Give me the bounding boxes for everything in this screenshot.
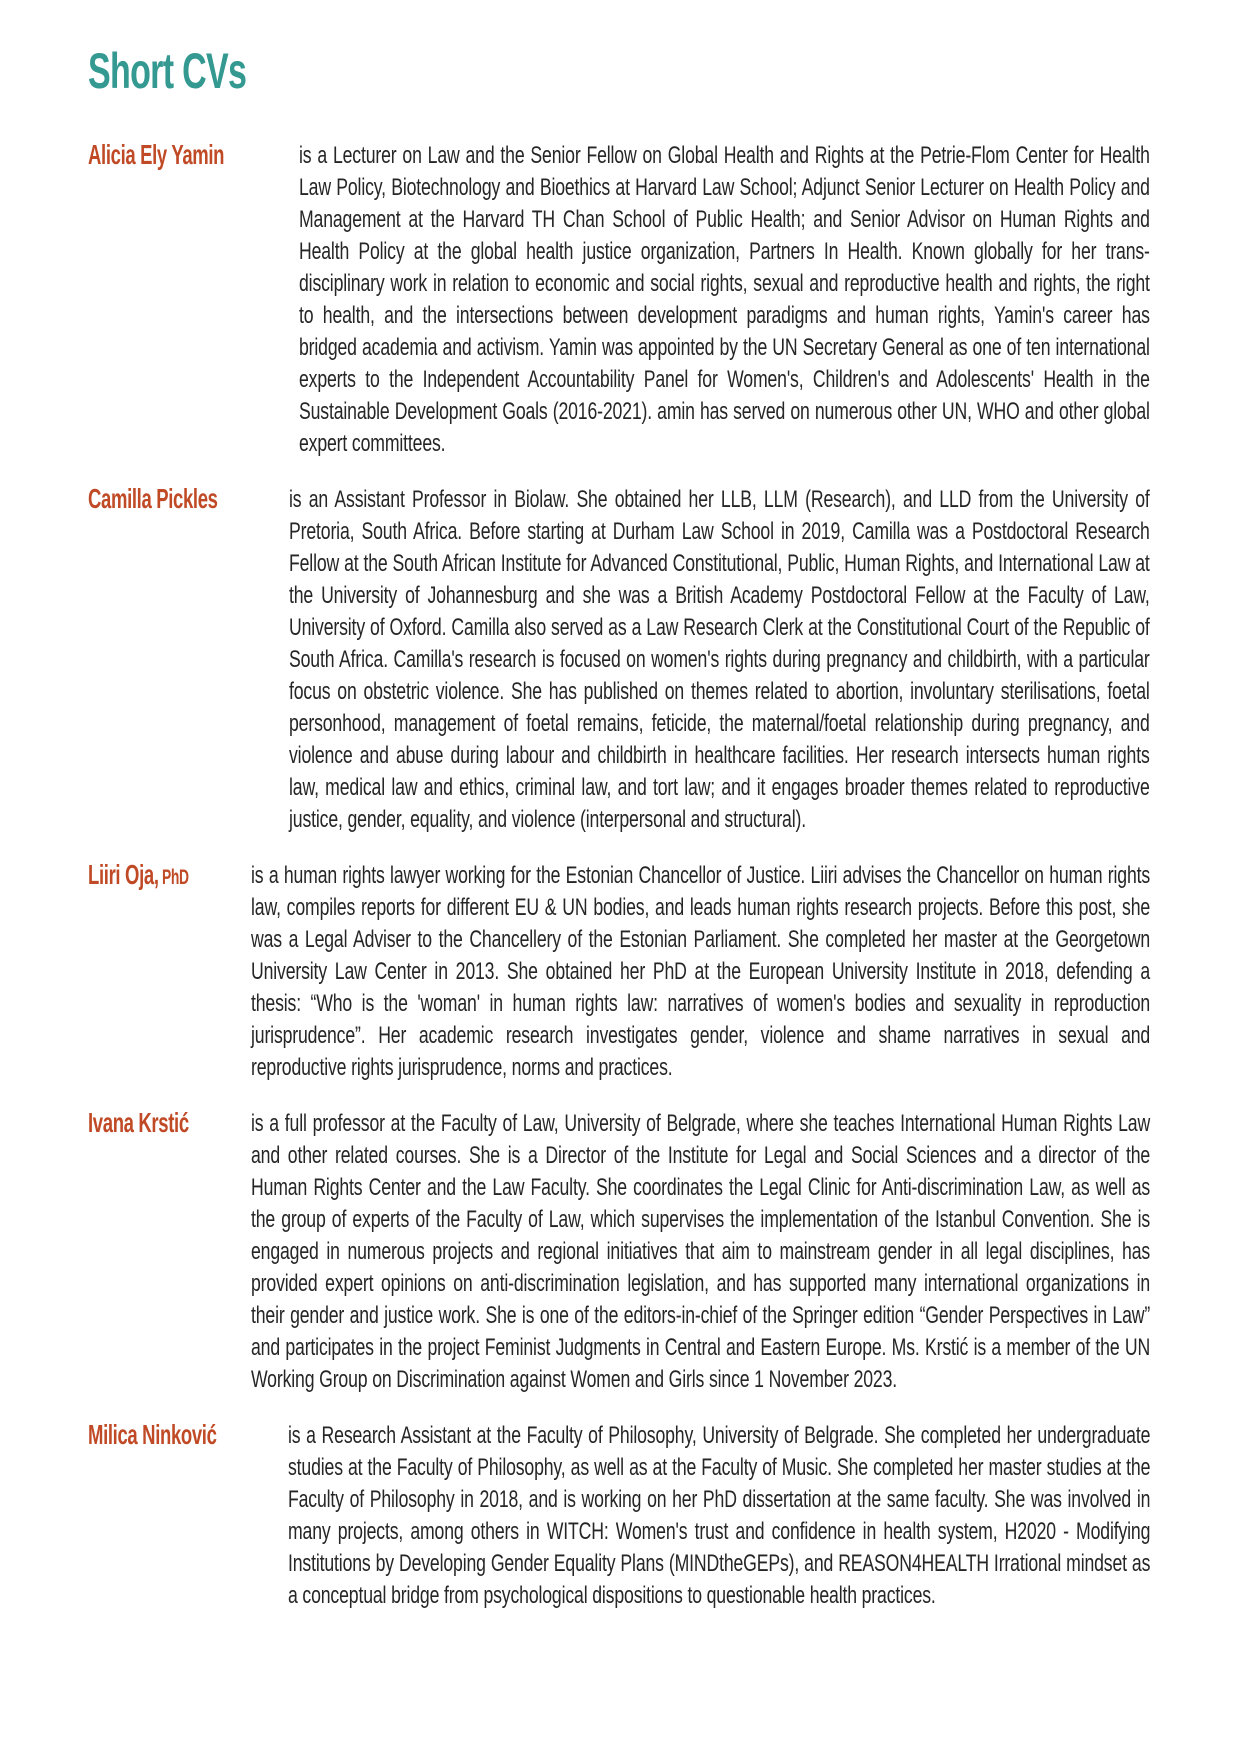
person-name-cell (88, 1107, 251, 1395)
person-name-suffix: PhD (161, 866, 189, 889)
cv-entry-liiri-oja (88, 860, 1150, 1084)
person-bio: is a Lecturer on Law and the Senior Fellow on Global Health and Rights at the Petrie-Flom Center for Health Law Policy, Biotechnology and Bioethics at Harvard Law School; Adjunct Senior Lecturer on Health Policy and Management at the Harvard TH Chan School of Public Health; and Senior Advisor on Human Rights and Health Policy at the global health justice organization, Partners In Health. Known globally for her trans-disciplinary work in relation to economic and social rights, sexual and reproductive health and rights, the right to health, and the intersections between development paradigms and human rights, Yamin's career has bridged academia and activism. Yamin was appointed by the UN Secretary General as one of ten international experts to the Independent Accountability Panel for Women's, Children's and Adolescents' Health in the Sustainable Development Goals (2016-2021). amin has served on numerous other UN, WHO and other global expert committees. (299, 142, 1151, 457)
cv-entry-ivana-krstic (88, 1108, 1150, 1396)
person-name: Alicia Ely Yamin (88, 139, 225, 170)
person-bio: is a Research Assistant at the Faculty of Philosophy, University of Belgrade. She completed her undergraduate studies at the Faculty of Philosophy, as well as at the Faculty of Music. She completed her master studies at the Faculty of Philosophy in 2018, and is working on her PhD dissertation at the same faculty. She was involved in many projects, among others in WITCH: Women's trust and confidence in health system, H2020 - Modifying Institutions by Developing Gender Equality Plans (MINDtheGEPs), and REASON4HEALTH Irrational mindset as a conceptual bridge from psychological dispositions to questionable health practices. (287, 1422, 1151, 1609)
person-bio: is an Assistant Professor in Biolaw. She obtained her LLB, LLM (Research), and LLD from the University of Pretoria, South Africa. Before starting at Durham Law School in 2019, Camilla was a Postdoctoral Research Fellow at the South African Institute for Advanced Constitutional, Public, Human Rights, and International Law at the University of Johannesburg and she was a British Academy Postdoctoral Fellow at the Faculty of Law, University of Oxford. Camilla also served as a Law Research Clerk at the Constitutional Court of the Republic of South Africa. Camilla's research is focused on women's rights during pregnancy and childbirth, with a particular focus on obstetric violence. She has published on themes related to abortion, involuntary sterilisations, foetal personhood, management of foetal remains, feticide, the maternal/foetal relationship during pregnancy, and violence and abuse during labour and childbirth in healthcare facilities. Her research intersects human rights law, medical law and ethics, criminal law, and tort law; and it engages broader themes related to reproductive justice, gender, equality, and violence (interpersonal and structural). (289, 486, 1151, 833)
person-bio-cell (288, 1420, 1150, 1612)
person-name-cell (88, 483, 289, 835)
cv-entry-camilla-pickles (88, 484, 1150, 836)
person-name: Milica Ninković (88, 1419, 217, 1450)
person-name-cell (88, 859, 251, 1083)
person-bio-cell (251, 860, 1150, 1084)
person-name-cell (88, 1419, 288, 1611)
page-title: Short CVs (88, 43, 247, 99)
person-name: Liiri Oja, (88, 859, 159, 890)
cv-entry-alicia-ely-yamin (88, 140, 1150, 460)
person-bio-cell (299, 140, 1150, 460)
person-bio: is a full professor at the Faculty of Law, University of Belgrade, where she teaches International Human Rights Law and other related courses. She is a Director of the Institute for Legal and Social Sciences and a director of the Human Rights Center and the Law Faculty. She coordinates the Legal Clinic for Anti-discrimination Law, as well as the group of experts of the Faculty of Law, which supervises the implementation of the Istanbul Convention. She is engaged in numerous projects and regional initiatives that aim to mainstream gender in all legal disciplines, has provided expert opinions on anti-discrimination legislation, and has supported many international organizations in their gender and justice work. She is one of the editors-in-chief of the Springer edition “Gender Perspectives in Law” and participates in the project Feminist Judgments in Central and Eastern Europe. Ms. Krstić is a member of the UN Working Group on Discrimination against Women and Girls since 1 November 2023. (251, 1110, 1151, 1393)
person-bio-cell (251, 1108, 1150, 1396)
cv-entry-milica-ninkovic (88, 1420, 1150, 1612)
person-name-cell (88, 139, 299, 459)
person-name: Camilla Pickles (88, 483, 218, 514)
person-bio-cell (289, 484, 1150, 836)
person-name: Ivana Krstić (88, 1107, 189, 1138)
person-bio: is a human rights lawyer working for the Estonian Chancellor of Justice. Liiri advises the Chancellor on human rights law, compiles reports for different EU & UN bodies, and leads human rights research projects. Before this post, she was a Legal Adviser to the Chancellery of the Estonian Parliament. She completed her master at the Georgetown University Law Center in 2013. She obtained her PhD at the European University Institute in 2018, defending a thesis: “Who is the 'woman' in human rights law: narratives of women's bodies and sexuality in reproduction jurisprudence”. Her academic research investigates gender, violence and shame narratives in sexual and reproductive rights jurisprudence, norms and practices. (251, 862, 1151, 1081)
